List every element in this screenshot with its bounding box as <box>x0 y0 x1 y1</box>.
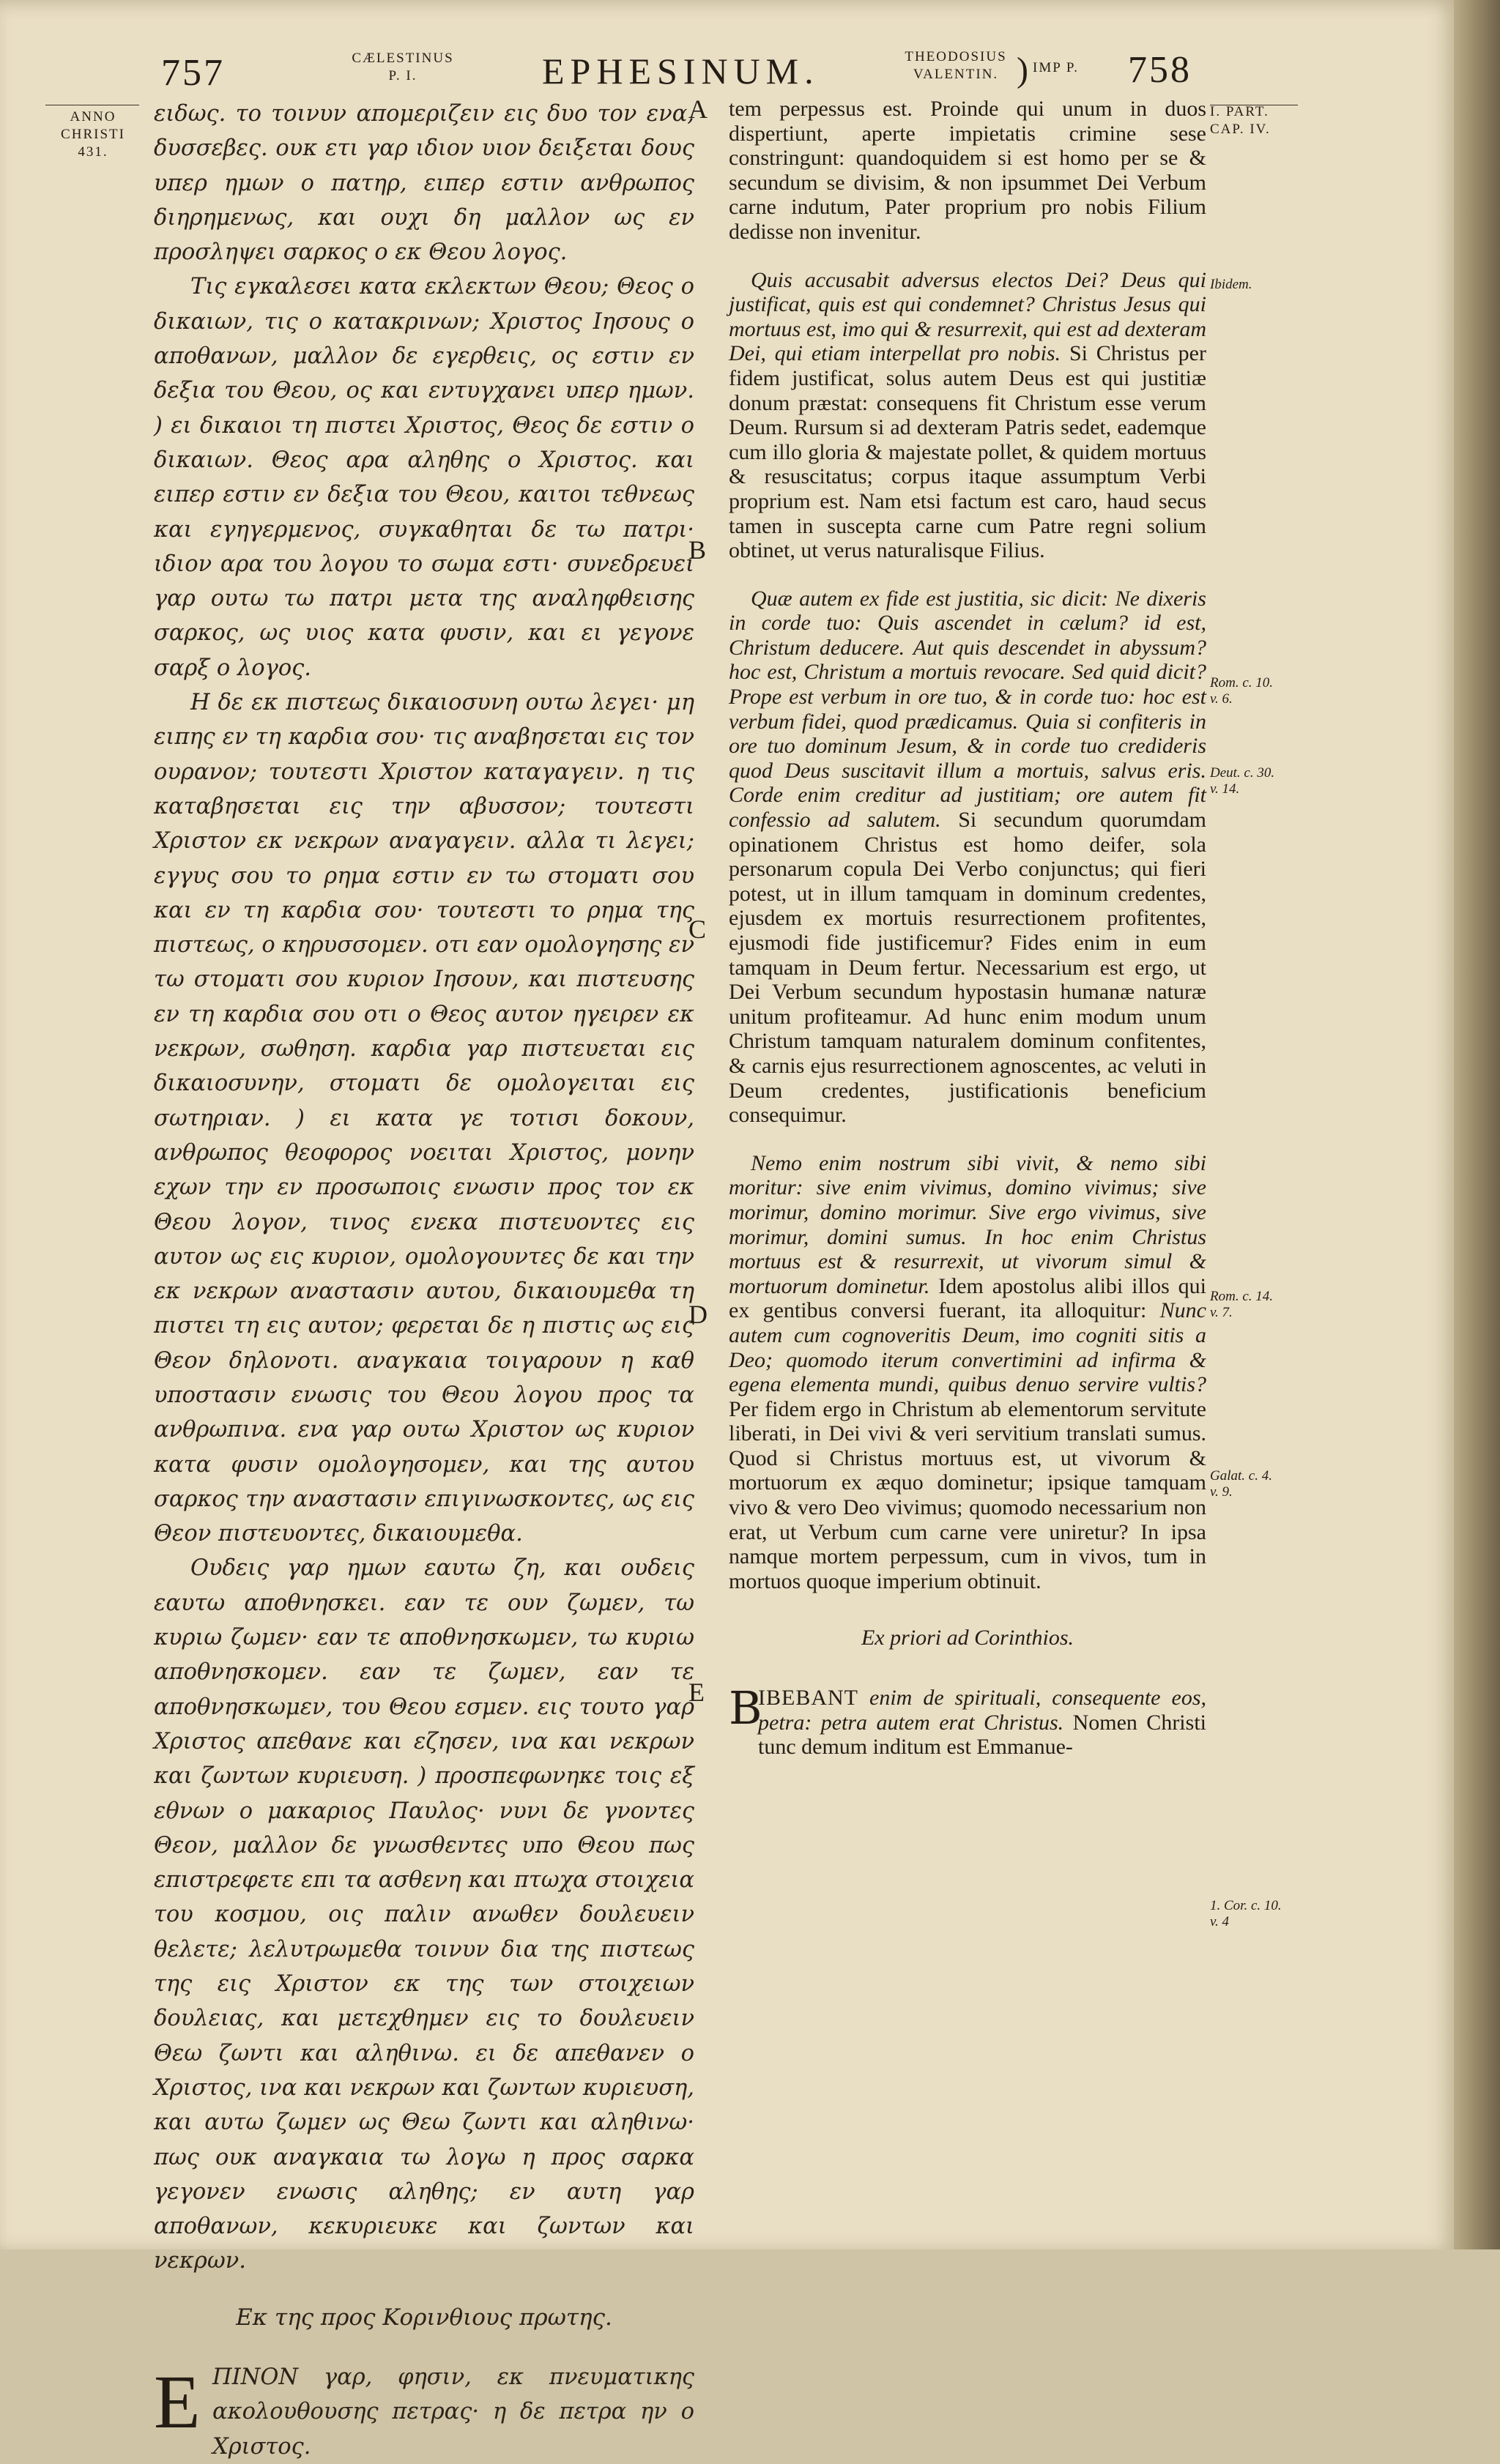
latin-subheading: Ex priori ad Corinthios. <box>861 1626 1074 1650</box>
small-caps-word: IBEBANT <box>758 1686 858 1711</box>
page-title: EPHESINUM. <box>542 51 820 92</box>
section-letter: E <box>688 1678 705 1707</box>
running-head-line: THEODOSIUS <box>905 49 1007 64</box>
scripture-quote: Nemo enim nostrum sibi vivit, & nemo sibi moritur: sive enim vivimus, domino vivimus; sive morimur, domino morimur. Sive ergo vivimus, sive morimur, domini sumus. In hoc enim Christus mortuus est & resurrexit, ut vivorum simul & mortuorum dominetur. <box>729 1150 1206 1298</box>
running-head-line: CÆLESTINUS <box>352 51 454 66</box>
left-running-head <box>322 50 483 85</box>
scripture-reference: v. 7. <box>1210 1305 1233 1320</box>
part-note: CAP. IV. <box>1210 122 1271 137</box>
latin-paragraph: tem perpessus est. Proinde qui unum in duos dispertiunt, aperte impietatis crimine sese constringunt: quandoquidem si est homo per se & secundum se divisim, & non ipsummet Dei Verbum carne indutum, Pater proprium pro nobis Filium dedisse non invenitur. <box>729 97 1206 244</box>
commentary-text: Nomen Christi tunc demum inditum est Emmanue- <box>758 1710 1206 1760</box>
margin-line: ANNO <box>70 109 116 124</box>
running-head-line: VALENTIN. <box>913 67 999 82</box>
greek-final-block <box>154 2360 694 2464</box>
latin-paragraph <box>729 268 1206 563</box>
commentary-text: Si Christus per fidem justificat, solus autem Deus est qui justitiæ donum præstat: consequens fit Christum esse verum Deum. Rursum si ad dexteram Patris sedet, eademque cum illo gloria & majestate pollet, & quidem mortuus & resuscitatus; corpus itaque assumptum Verbi proprium est. Nam etsi factum est caro, haud secus tamen in suscepta carne cum Patre regni solium obtinet, ut verus naturalisque Filius. <box>729 341 1206 563</box>
scripture-reference: Rom. c. 10. <box>1210 675 1274 691</box>
year-margin-note <box>45 108 141 161</box>
scripture-quote: Quis accusabit adversus electos Dei? Deus qui justificat, quis est qui condemnet? Christus Jesus qui mortuus est, imo qui & resurrexit, qui est ad dexteram Dei, qui etiam interpellat pro nobis. <box>729 267 1206 366</box>
latin-final-block <box>729 1681 1206 1760</box>
latin-column <box>729 97 1206 1760</box>
greek-paragraph: Η δε εκ πιστεως δικαιοσυνη ουτω λεγει· μη ειπης εν τη καρδια σου· τις αναβησεται εις τον ουρανον; τουτεστι Χριστον καταγαγειν. η τις καταβησεται εις την αβυσσον; τουτεστι Χριστον εκ νεκρων αναγαγειν. αλλα τι λεγει; εγγυς σου το ρημα εστιν εν τω στοματι σου και εν τη καρδια σου· τουτεστι το ρημα της πιστεως, ο κηρυσσομεν. οτι εαν ομολογησης εν τω στοματι σου κυριον Ιησουν, και πιστευσης εν τη καρδια σου οτι ο Θεος αυτον ηγειρεν εκ νεκρων, σωθηση. καρδια γαρ πιστευεται εις δικαιοσυνην, στοματι δε ομολογειται εις σωτηριαν. ) ει κατα γε τοτισι δοκουν, ανθρωπος θεοφορος νοειται Χριστος, μονην εχων την εν προσωποις ενωσιν προς τον εκ Θεου λογον, τινος ενεκα πιστευοντες εις αυτον ως εις κυριον, ομολογουντες δε και την εκ νεκρων αναστασιν αυτου, δικαιουμεθα τη πιστει τη εις αυτον; φερεται δε η πιστις ως εις Θεον δηλονοτι. αναγκαια τοιγαρουν η καθ υποστασιν ενωσις του Θεου λογου προς τα ανθρωπινα. ενα γαρ ουτω Χριστον ως κυριον κατα φυσιν ομολογησομεν, και της αυτου σαρκος την αναστασιν επιγινωσκοντες, ως εις Θεον πιστευοντες, δικαιουμεθα. <box>154 690 694 1547</box>
imp-label: IMP P. <box>1033 60 1080 75</box>
right-running-head <box>872 48 1040 83</box>
latin-paragraph <box>758 1686 1206 1760</box>
ibidem-note: Ibidem. <box>1210 277 1252 292</box>
scripture-reference: v. 4 <box>1210 1914 1230 1929</box>
scripture-reference: v. 6. <box>1210 691 1233 707</box>
scripture-reference: v. 9. <box>1210 1484 1233 1500</box>
scripture-quote: enim de spirituali, consequente eos, petra: petra autem erat Christus. <box>758 1686 1206 1735</box>
scripture-quote: Quæ autem ex fide est justitia, sic dicit: Ne dixeris in corde tuo: Quis ascendet in cælum? id est, Christum deducere. Aut quis descendet in abyssum? hoc est, Christum a mortuis revocare. Sed quid dicit? Prope est verbum in ore tuo, & in corde tuo: hoc est verbum fidei, quod prædicamus. Quia si confiteris in ore tuo dominum Jesum, & in corde tuo credideris quod Deus suscitavit illum a mortuis, salvus eris. Corde enim creditur ad justitiam; ore autem fit confessio ad salutem. <box>729 586 1206 833</box>
section-letter: A <box>688 94 708 124</box>
greek-column <box>154 97 694 2464</box>
section-letter: D <box>688 1300 708 1329</box>
greek-paragraph: ΠΙΝΟΝ γαρ, φησιν, εκ πνευματικης ακολουθουσης πετρας· η δε πετρα ην ο Χριστος. <box>212 2364 694 2460</box>
commentary-text: Idem apostolus alibi illos qui ex gentibus conversi fuerant, ita alloquitur: <box>729 1273 1207 1323</box>
drop-cap: B <box>729 1681 762 1735</box>
scripture-reference: Deut. c. 30. <box>1210 765 1275 781</box>
greek-subheading: Εκ της προς Κορινθιους πρωτης. <box>236 2304 612 2331</box>
margin-line: CHRISTI <box>61 127 125 142</box>
right-page-number: 758 <box>1128 49 1192 91</box>
scripture-reference: 1. Cor. c. 10. <box>1210 1898 1282 1913</box>
greek-paragraph: ειδως. το τοινυν απομεριζειν εις δυο τον ενα, δυσσεβες. ουκ ετι γαρ ιδιον υιον δειξεται δους υπερ ημων ο πατηρ, ειπερ εστιν ανθρωπος διηρημενως, και ουχι δη μαλλον ως εν προσληψει σαρκος ο εκ Θεου λογος. <box>154 101 694 266</box>
latin-paragraph <box>729 1151 1206 1594</box>
page-edge-shadow <box>1454 0 1500 2249</box>
left-page-number: 757 <box>161 52 225 94</box>
commentary-text: Si secundum quorumdam opinationem Christus est homo deifer, sola personarum copula Dei Verbo conjunctus; qui fieri potest, ut in illum tamquam in dominum credentes, ejusdem ex mortuis resurrectionem profitentes, ejusmodi fide justificemur? Fides enim in eum tamquam in Deum fertur. Necessarium est ergo, ut Dei Verbum secundum hypostasin humanæ naturæ unitum profiteamur. Ad hunc enim modum unum Christum tamquam naturalem dominum confitentes, & carnis ejus resurrectionem agnoscentes, ac veluti in Deum credentes, justificationis beneficium consequimur. <box>729 808 1207 1128</box>
scripture-reference: Rom. c. 14. <box>1210 1289 1274 1304</box>
section-letter: C <box>688 915 707 944</box>
brace-glyph: ) <box>1017 51 1028 89</box>
margin-line: 431. <box>78 144 108 160</box>
part-note: I. PART. <box>1210 104 1269 119</box>
section-letter: B <box>688 535 707 565</box>
running-head-line: P. I. <box>388 68 417 83</box>
drop-cap: Ε <box>154 2360 201 2444</box>
greek-paragraph: Ουδεις γαρ ημων εαυτω ζη, και ουδεις εαυτω αποθνησκει. εαν τε ουν ζωμεν, τω κυριω ζωμεν· εαν τε αποθνησκωμεν, τω κυριω αποθνησκομεν. εαν τε ζωμεν, εαν τε αποθνησκωμεν, του Θεου εσμεν. εις τουτο γαρ Χριστος απεθανε και εζησεν, ινα και νεκρων και ζωντων κυριευση. ) προσπεφωνηκε τοις εξ εθνων ο μακαριος Παυλος· νυνι δε γνοντες Θεον, μαλλον δε γνωσθεντες υπο Θεου πως επιστρεφετε επι τα ασθενη και πτωχα στοιχεια του κοσμου, οις παλιν ανωθεν δουλευειν θελετε; λελυτρωμεθα τοινυν δια της πιστεως της εις Χριστον εκ της των στοιχειων δουλειας, και μετεχθημεν εις το δουλευειν Θεω ζωντι και αληθινω. ει δε απεθανεν ο Χριστος, ινα και νεκρων και ζωντων κυριευση, και αυτω ζωμεν ως Θεω ζωντι και αληθινω· πως ουκ αναγκαια τω λογω η προς σαρκα γεγονεν ενωσις αληθης; εν αυτη γαρ αποθανων, κεκυριευκε και ζωντων και νεκρων. <box>154 1555 694 2274</box>
greek-paragraph: Τις εγκαλεσει κατα εκλεκτων Θεου; Θεος ο δικαιων, τις ο κατακρινων; Χριστος Ιησους ο αποθανων, μαλλον δε εγερθεις, ος εστιν εν δεξια του Θεου, ος και εντυγχανει υπερ ημων. ) ει δικαιοι τη πιστει Χριστος, Θεος δε εστιν ο δικαιων. Θεος αρα αληθης ο Χριστος. και ειπερ εστιν εν δεξια του Θεου, καιτοι τεθνεως και εγηγερμενος, συγκαθηται δε τω πατρι· ιδιον αρα του λογου το σωμα εστι· συνεδρευει γαρ ουτω τω πατρι μετα της αναληφθεισης σαρκος, ως υιος κατα φυσιν, και ει γεγονε σαρξ ο λογος. <box>154 274 694 681</box>
scripture-reference: Galat. c. 4. <box>1210 1468 1272 1484</box>
scripture-quote: Nunc autem cum cognoveritis Deum, imo cogniti sitis a Deo; quomodo iterum convertimini ad infirma & egena elementa mundi, quibus denuo servire vultis? <box>729 1298 1206 1397</box>
latin-paragraph <box>729 587 1206 1128</box>
scripture-reference: v. 14. <box>1210 781 1240 797</box>
commentary-text: Per fidem ergo in Christum ab elementorum servitute liberati, in Dei vivi & veri servitium translati sumus. Quod si Christus mortuus est, ut vivorum & mortuorum ex æquo dominetur; ipsique tamquam vivo & vero Deo vivimus; quomodo necessarium non erat, ut Verbum cum carne vere uniretur? In ipsa namque mortem perpessum, cum in vivos, tum in mortuos quoque imperium obtinuit. <box>729 1396 1206 1593</box>
